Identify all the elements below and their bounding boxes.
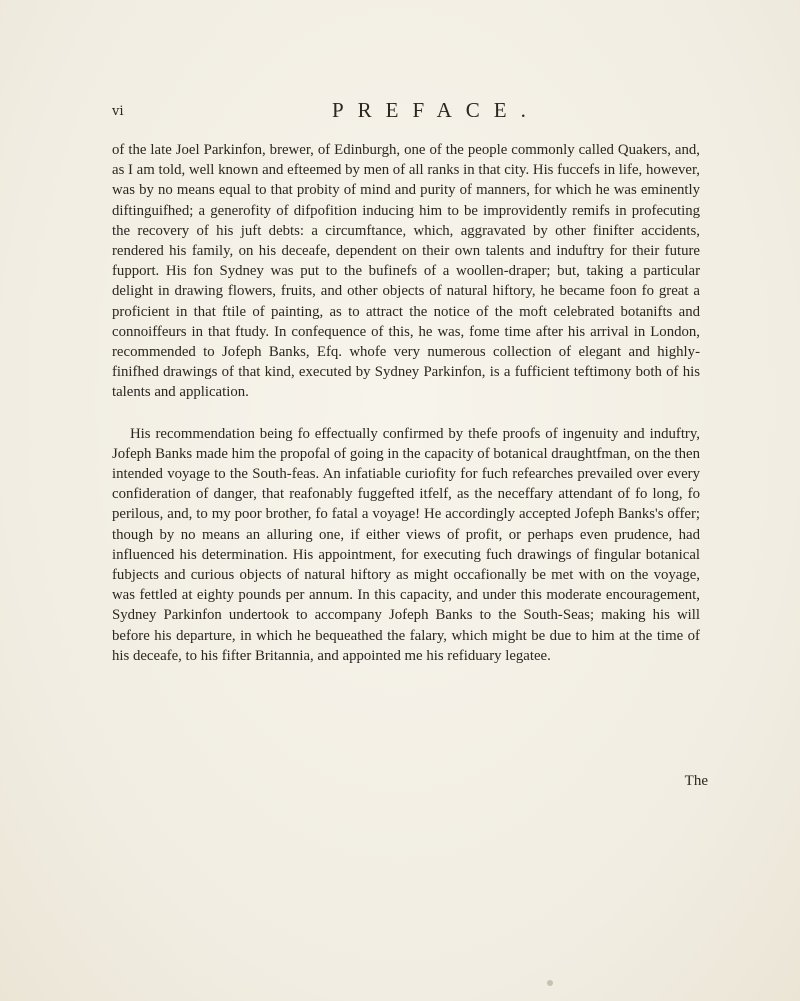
paragraph-2: His recommendation being fo effectually confirmed by thefe proofs of ingenuity and induftry, Jofeph Banks made him the propofal of going in the capacity of botanical draughtfman, on the then intended voyage to the South-feas. An infatiable curiofity for fuch refearches prevailed over every confideration of danger, that reafonably fuggefted itfelf, as the neceffary attendant of fo long, fo perilous, and, to my poor brother, fo fatal a voyage! He accordingly accepted Jofeph Banks's offer; though by no means an alluring one, if either views of profit, or perhaps even prudence, had influenced his determination. His appointment, for executing fuch drawings of fingular botanical fubjects and curious objects of natural hiftory as might occafionally be met with on the voyage, was fettled at eighty pounds per annum. In this capacity, and under this moderate encouragement, Sydney Parkinfon undertook to accompany Jofeph Banks to the South-Seas; making his will before his departure, in which he bequeathed the falary, which might be due to him at the time of his deceafe, to his fifter Britannia, and appointed me his refiduary legatee. xyxy=(112,425,701,664)
page-header xyxy=(112,98,712,128)
paper-blemish xyxy=(547,980,553,986)
paragraph-1: of the late Joel Parkinfon, brewer, of Edinburgh, one of the people commonly called Quakers, and, as I am told, well known and efteemed by men of all ranks in that city. His fuccefs in life, however, was by no means equal to that probity of mind and purity of manners, for which he was eminently diftinguifhed; a generofity of difpofition inducing him to be improvidently remifs in profecuting the recovery of his juft debts: a circumftance, which, aggravated by other finifter accidents, rendered his family, on his deceafe, dependent on their own talents and induftry for their future fupport. His fon Sydney was put to the bufinefs of a woollen-draper; but, taking a particular delight in drawing flowers, fruits, and other objects of natural hiftory, he became foon fo great a proficient in that ftile of painting, as to attract the notice of the moft celebrated botanifts and connoiffeurs in that ftudy. In confequence of this, he was, fome time after his arrival in London, recommended to Jofeph Banks, Efq. whofe very numerous collection of elegant and highly-finifhed drawings of that kind, executed by Sydney Parkinfon, is a fufficient teftimony both of his talents and application. xyxy=(112,142,700,401)
page-title: PREFACE. xyxy=(332,98,540,122)
body-text xyxy=(112,140,700,666)
page-number: vi xyxy=(112,104,124,119)
catchword: The xyxy=(684,773,708,789)
